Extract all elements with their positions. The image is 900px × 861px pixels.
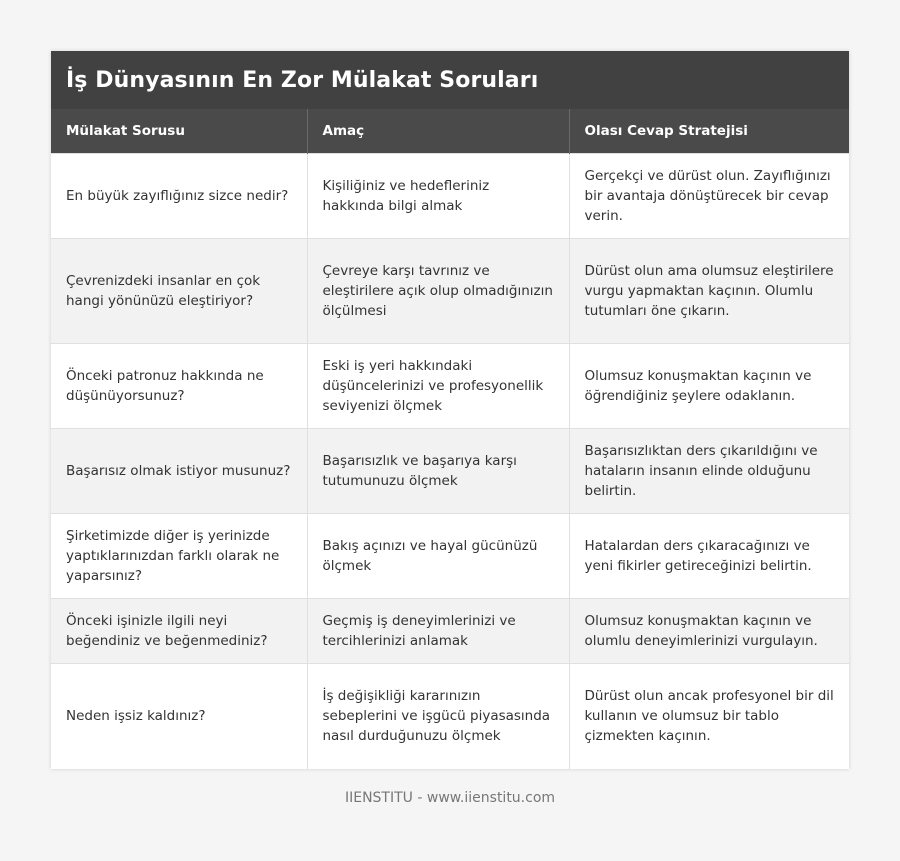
table-row xyxy=(51,429,849,514)
interview-table xyxy=(51,109,849,769)
table-row xyxy=(51,344,849,429)
question-cell: Önceki patronuz hakkında ne düşünüyorsunuz? xyxy=(51,344,307,429)
purpose-cell: Geçmiş iş deneyimlerinizi ve tercihlerinizi anlamak xyxy=(307,599,569,664)
strategy-cell: Olumsuz konuşmaktan kaçının ve öğrendiğiniz şeylere odaklanın. xyxy=(569,344,849,429)
question-cell: Neden işsiz kaldınız? xyxy=(51,664,307,769)
question-cell: Çevrenizdeki insanlar en çok hangi yönünüzü eleştiriyor? xyxy=(51,239,307,344)
strategy-cell: Dürüst olun ancak profesyonel bir dil kullanın ve olumsuz bir tablo çizmekten kaçının. xyxy=(569,664,849,769)
table-row xyxy=(51,154,849,239)
question-cell: Şirketimizde diğer iş yerinizde yaptıklarınızdan farklı olarak ne yaparsınız? xyxy=(51,514,307,599)
table-row xyxy=(51,514,849,599)
footer-credit: IIENSTITU - www.iienstitu.com xyxy=(344,790,556,806)
title-bar xyxy=(51,51,849,109)
strategy-cell: Dürüst olun ama olumsuz eleştirilere vurgu yapmaktan kaçının. Olumlu tutumları öne çıkarın. xyxy=(569,239,849,344)
purpose-cell: Çevreye karşı tavrınız ve eleştirilere açık olup olmadığınızın ölçülmesi xyxy=(307,239,569,344)
table-row xyxy=(51,599,849,664)
column-header-strategy: Olası Cevap Stratejisi xyxy=(569,109,849,154)
purpose-cell: Eski iş yeri hakkındaki düşüncelerinizi ve profesyonellik seviyenizi ölçmek xyxy=(307,344,569,429)
strategy-cell: Gerçekçi ve dürüst olun. Zayıflığınızı bir avantaja dönüştürecek bir cevap verin. xyxy=(569,154,849,239)
table-header-row xyxy=(51,109,849,154)
interview-table-card xyxy=(51,51,849,769)
strategy-cell: Olumsuz konuşmaktan kaçının ve olumlu deneyimlerinizi vurgulayın. xyxy=(569,599,849,664)
table-row xyxy=(51,239,849,344)
question-cell: En büyük zayıflığınız sizce nedir? xyxy=(51,154,307,239)
question-cell: Önceki işinizle ilgili neyi beğendiniz ve beğenmediniz? xyxy=(51,599,307,664)
strategy-cell: Hatalardan ders çıkaracağınızı ve yeni fikirler getireceğinizi belirtin. xyxy=(569,514,849,599)
question-cell: Başarısız olmak istiyor musunuz? xyxy=(51,429,307,514)
column-header-question: Mülakat Sorusu xyxy=(51,109,307,154)
strategy-cell: Başarısızlıktan ders çıkarıldığını ve hataların insanın elinde olduğunu belirtin. xyxy=(569,429,849,514)
purpose-cell: İş değişikliği kararınızın sebeplerini ve işgücü piyasasında nasıl durduğunuzu ölçmek xyxy=(307,664,569,769)
purpose-cell: Başarısızlık ve başarıya karşı tutumunuzu ölçmek xyxy=(307,429,569,514)
column-header-purpose: Amaç xyxy=(307,109,569,154)
purpose-cell: Kişiliğiniz ve hedefleriniz hakkında bilgi almak xyxy=(307,154,569,239)
table-row xyxy=(51,664,849,769)
page-title: İş Dünyasının En Zor Mülakat Soruları xyxy=(66,67,539,93)
purpose-cell: Bakış açınızı ve hayal gücünüzü ölçmek xyxy=(307,514,569,599)
